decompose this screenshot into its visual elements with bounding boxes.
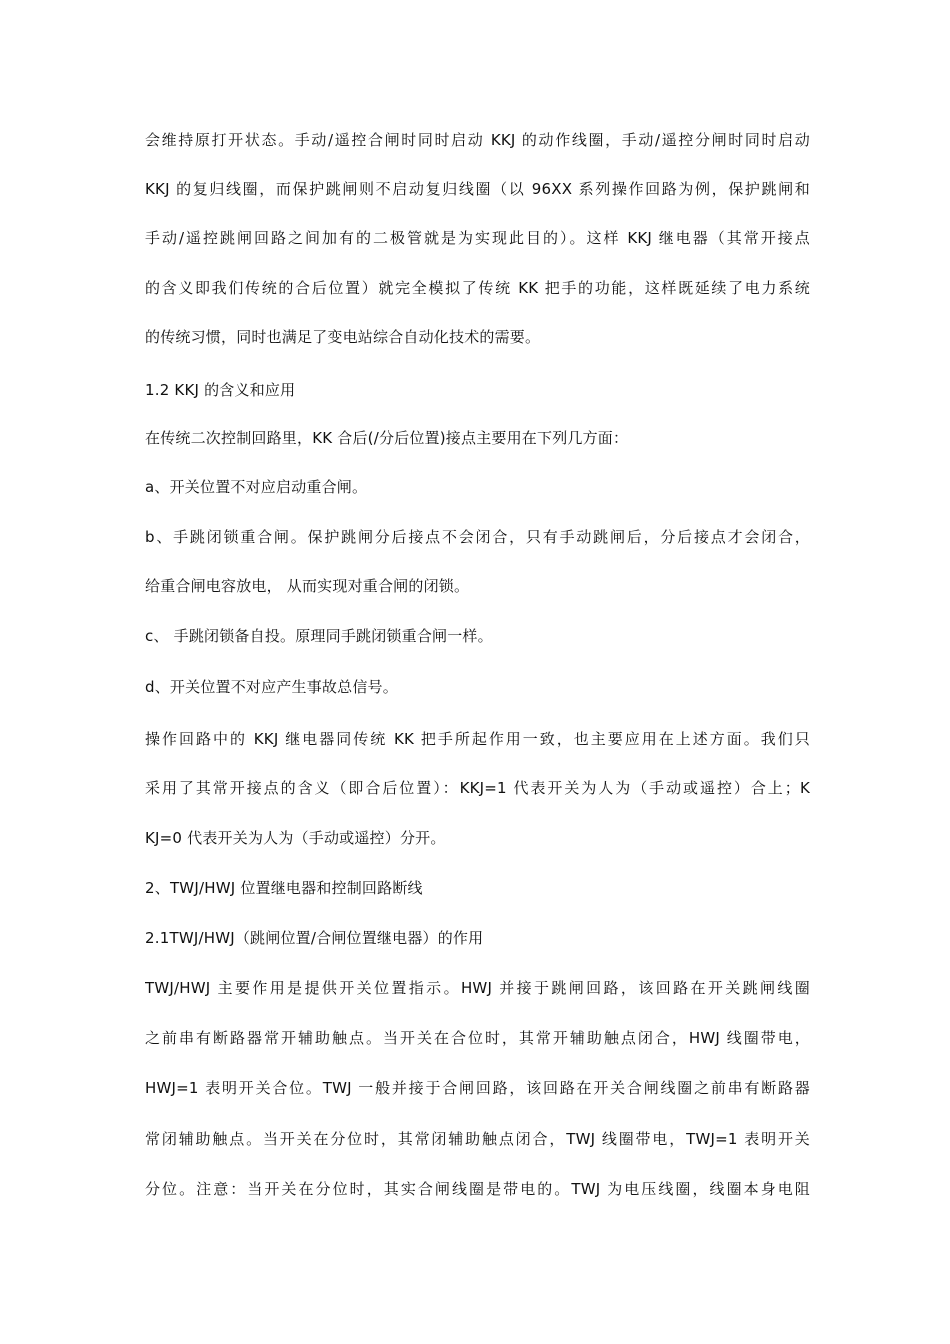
text-line: KKJ 的复归线圈，而保护跳闸则不启动复归线圈（以 96XX 系列操作回路为例，保护跳闸和 (145, 180, 810, 198)
text-line: 给重合闸电容放电， 从而实现对重合闸的闭锁。 (145, 577, 470, 595)
text-line: TWJ/HWJ 主要作用是提供开关位置指示。HWJ 并接于跳闸回路，该回路在开关跳闸线圈 (145, 979, 810, 997)
list-item: d、开关位置不对应产生事故总信号。 (145, 678, 398, 696)
list-item: a、开关位置不对应启动重合闸。 (145, 478, 368, 496)
text-line: 在传统二次控制回路里，KK 合后(/分后位置)接点主要用在下列几方面： (145, 429, 629, 447)
text-line: 采用了其常开接点的含义（即合后位置）：KKJ=1 代表开关为人为（手动或遥控）合上；K (145, 779, 810, 797)
text-line: 分位。注意：当开关在分位时，其实合闸线圈是带电的。TWJ 为电压线圈，线圈本身电阻 (145, 1180, 810, 1198)
list-item: c、 手跳闭锁备自投。原理同手跳闭锁重合闸一样。 (145, 627, 493, 645)
section-heading: 2.1TWJ/HWJ（跳闸位置/合闸位置继电器）的作用 (145, 929, 484, 947)
text-line: 的含义即我们传统的合后位置）就完全模拟了传统 KK 把手的功能，这样既延续了电力系统 (145, 279, 810, 297)
text-line: KJ=0 代表开关为人为（手动或遥控）分开。 (145, 829, 446, 847)
list-item: b、手跳闭锁重合闸。保护跳闸分后接点不会闭合，只有手动跳闸后，分后接点才会闭合， (145, 528, 810, 546)
text-line: 之前串有断路器常开辅助触点。当开关在合位时，其常开辅助触点闭合，HWJ 线圈带电， (145, 1029, 810, 1047)
text-line: 常闭辅助触点。当开关在分位时，其常闭辅助触点闭合，TWJ 线圈带电，TWJ=1 表明开关 (145, 1130, 810, 1148)
text-line: 会维持原打开状态。手动/遥控合闸时同时启动 KKJ 的动作线圈，手动/遥控分闸时同时启动 (145, 131, 810, 149)
text-line: 操作回路中的 KKJ 继电器同传统 KK 把手所起作用一致，也主要应用在上述方面。我们只 (145, 730, 810, 748)
section-heading: 2、TWJ/HWJ 位置继电器和控制回路断线 (145, 879, 423, 897)
text-line: HWJ=1 表明开关合位。TWJ 一般并接于合闸回路，该回路在开关合闸线圈之前串有断路器 (145, 1079, 810, 1097)
section-heading: 1.2 KKJ 的含义和应用 (145, 381, 296, 399)
text-line: 手动/遥控跳闸回路之间加有的二极管就是为实现此目的）。这样 KKJ 继电器（其常开接点 (145, 229, 810, 247)
text-line: 的传统习惯，同时也满足了变电站综合自动化技术的需要。 (145, 328, 541, 346)
